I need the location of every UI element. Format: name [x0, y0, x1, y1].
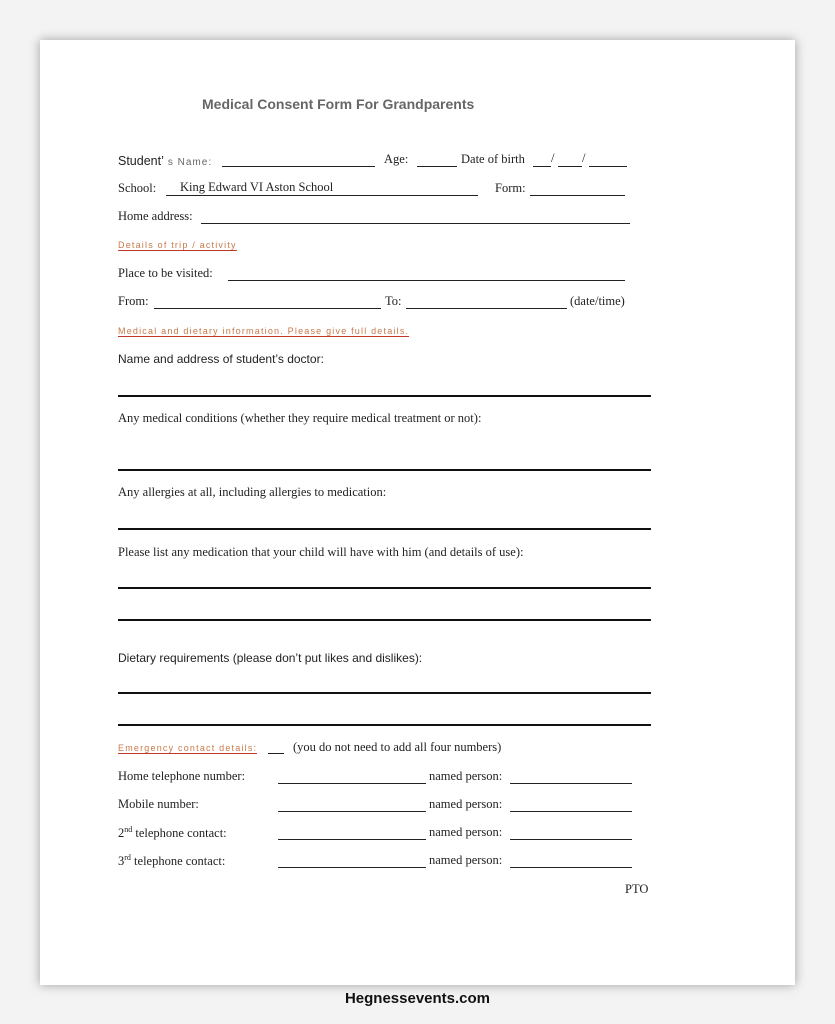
form-label: Form: — [495, 181, 526, 195]
dob-month-field[interactable] — [558, 166, 582, 167]
conditions-label: Any medical conditions (whether they require medical treatment or not): — [118, 411, 482, 425]
allergies-label: Any allergies at all, including allergies to medication: — [118, 485, 387, 499]
named-person-field[interactable] — [510, 783, 632, 784]
dob-day-field[interactable] — [533, 166, 551, 167]
form-field[interactable] — [530, 195, 625, 196]
medical-section-heading: Medical and dietary information. Please give full details. — [118, 326, 410, 336]
dob-slash: / — [582, 151, 586, 165]
contact-number-field[interactable] — [278, 783, 426, 784]
to-field[interactable] — [406, 308, 567, 309]
named-person-field[interactable] — [510, 867, 632, 868]
from-field[interactable] — [154, 308, 381, 309]
dietary-field-line-2[interactable] — [118, 724, 651, 726]
contact-number-field[interactable] — [278, 811, 426, 812]
dietary-field-line-1[interactable] — [118, 692, 651, 694]
contact-label-home: Home telephone number: — [118, 769, 246, 783]
named-person-label: named person: — [429, 797, 503, 811]
dob-slash: / — [551, 151, 555, 165]
place-label: Place to be visited: — [118, 266, 213, 280]
place-field[interactable] — [228, 280, 625, 281]
named-person-field[interactable] — [510, 839, 632, 840]
named-person-label: named person: — [429, 825, 503, 839]
from-label: From: — [118, 294, 149, 308]
dob-label: Date of birth — [461, 152, 525, 166]
form-page — [40, 40, 795, 985]
school-value: King Edward VI Aston School — [180, 180, 334, 194]
student-name-field[interactable] — [222, 166, 375, 167]
home-address-field[interactable] — [201, 223, 630, 224]
dob-year-field[interactable] — [589, 166, 627, 167]
medication-field-line-1[interactable] — [118, 587, 651, 589]
doctor-field[interactable] — [118, 395, 651, 397]
named-person-field[interactable] — [510, 811, 632, 812]
contact-label-mobile: Mobile number: — [118, 797, 199, 811]
to-label: To: — [385, 294, 402, 308]
emergency-section-heading: Emergency contact details: — [118, 743, 258, 753]
home-address-label: Home address: — [118, 209, 193, 223]
age-label: Age: — [384, 152, 409, 166]
named-person-label: named person: — [429, 769, 503, 783]
emergency-heading-underline — [268, 753, 284, 754]
trip-section-heading: Details of trip / activity — [118, 240, 237, 250]
dietary-label: Dietary requirements (please don’t put likes and dislikes): — [118, 651, 423, 665]
pto-label: PTO — [625, 882, 649, 896]
contact-number-field[interactable] — [278, 867, 426, 868]
medication-field-line-2[interactable] — [118, 619, 651, 621]
medication-label: Please list any medication that your child will have with him (and details of use): — [118, 545, 524, 559]
form-title: Medical Consent Form For Grandparents — [202, 96, 475, 112]
school-field[interactable] — [166, 195, 478, 196]
datetime-label: (date/time) — [570, 294, 625, 308]
doctor-label: Name and address of student’s doctor: — [118, 352, 324, 366]
contact-label-third: 3rd telephone contact: — [118, 853, 226, 869]
contact-label-second: 2nd telephone contact: — [118, 825, 227, 841]
site-watermark: Hegnessevents.com — [344, 990, 491, 1007]
age-field[interactable] — [417, 166, 457, 167]
student-name-label: Student’ s Name: — [118, 154, 213, 168]
named-person-label: named person: — [429, 853, 503, 867]
school-label: School: — [118, 181, 157, 195]
allergies-field[interactable] — [118, 528, 651, 530]
emergency-note: (you do not need to add all four numbers) — [293, 740, 502, 754]
conditions-field[interactable] — [118, 469, 651, 471]
contact-number-field[interactable] — [278, 839, 426, 840]
